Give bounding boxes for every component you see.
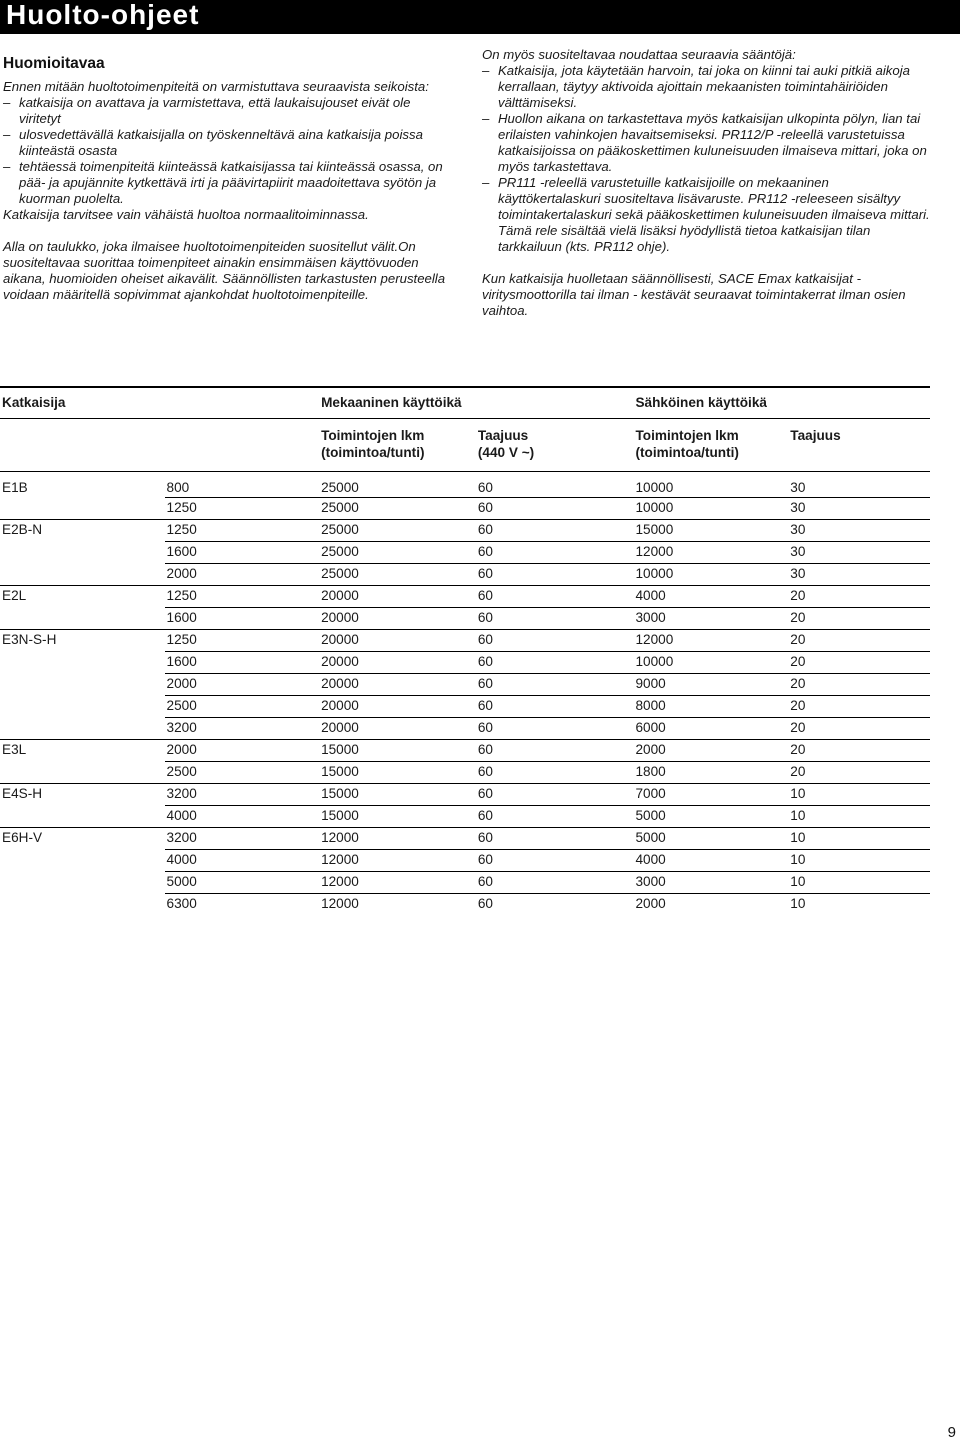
precautions-list bbox=[3, 95, 455, 207]
table-row bbox=[0, 472, 930, 498]
maintenance-note: Katkaisija tarvitsee vain vähäistä huoltoa normaalitoiminnassa. bbox=[3, 207, 369, 222]
header-el-freq: Taajuus bbox=[788, 419, 930, 472]
cell-current: 6300 bbox=[165, 894, 320, 916]
maintenance-table bbox=[0, 386, 930, 915]
cell-mech-ops: 20000 bbox=[319, 608, 476, 630]
cell-mech-freq: 60 bbox=[476, 608, 634, 630]
table-row bbox=[0, 652, 930, 674]
cell-mech-ops: 20000 bbox=[319, 696, 476, 718]
cell-mech-ops: 12000 bbox=[319, 850, 476, 872]
cell-current: 2000 bbox=[165, 740, 320, 762]
list-item: – PR111 -releellä varustetuille katkaisijoille on mekaaninen käyttökertalaskuri suositeltava lisävaruste. PR112 -releeseen sisältyy toimintakertalaskuri sekä pääkoskettimen kuluneisuuden ilmaiseva mittari. Tämä rele sisältää vielä lisäksi hyödyllistä tietoa katkaisijan tilan tarkkailuun (kts. PR112 ohje). bbox=[482, 175, 932, 255]
cell-mech-freq: 60 bbox=[476, 696, 634, 718]
cell-mech-ops: 25000 bbox=[319, 542, 476, 564]
list-item: – katkaisija on avattava ja varmistettava, että laukaisujouset eivät ole viritetyt bbox=[3, 95, 455, 127]
cell-el-ops: 8000 bbox=[633, 696, 788, 718]
header-electrical: Sähköinen käyttöikä bbox=[633, 387, 930, 419]
cell-model: E4S-H bbox=[0, 784, 165, 806]
cell-el-freq: 20 bbox=[788, 718, 930, 740]
cell-el-ops: 9000 bbox=[633, 674, 788, 696]
cell-mech-freq: 60 bbox=[477, 480, 493, 495]
cell-mech-ops: 15000 bbox=[319, 784, 476, 806]
cell-el-ops: 4000 bbox=[633, 850, 788, 872]
cell-mech-ops: 12000 bbox=[319, 872, 476, 894]
cell-el-freq: 20 bbox=[788, 696, 930, 718]
cell-mech-ops: 15000 bbox=[319, 762, 476, 784]
cell-model bbox=[0, 850, 165, 872]
cell-mech-freq: 60 bbox=[476, 740, 634, 762]
table-row bbox=[0, 806, 930, 828]
list-item: – tehtäessä toimenpiteitä kiinteässä katkaisijassa tai kiinteässä osassa, on pää- ja apujännite kytkettävä irti ja päävirtapiirit maadoitettava syötön ja kuorman puolelta. bbox=[3, 159, 455, 207]
cell-el-ops: 15000 bbox=[633, 520, 788, 542]
cell-mech-freq: 60 bbox=[476, 564, 634, 586]
intro-text: Ennen mitään huoltotoimenpiteitä on varmistuttava seuraavista seikoista: bbox=[3, 79, 429, 94]
cell-model bbox=[0, 564, 165, 586]
cell-el-ops: 3000 bbox=[633, 872, 788, 894]
cell-model bbox=[0, 696, 165, 718]
cell-el-freq: 20 bbox=[788, 608, 930, 630]
table-header-row bbox=[0, 387, 930, 419]
cell-model: E6H-V bbox=[0, 828, 165, 850]
page-title: Huolto-ohjeet bbox=[6, 0, 200, 30]
table-row bbox=[0, 740, 930, 762]
cell-el-ops: 4000 bbox=[633, 586, 788, 608]
header-mech-freq: Taajuus (440 V ~) bbox=[476, 419, 634, 472]
cell-current: 1600 bbox=[165, 608, 320, 630]
cell-mech-ops: 20000 bbox=[319, 630, 476, 652]
cell-el-freq: 10 bbox=[788, 894, 930, 916]
cell-current: 2500 bbox=[165, 696, 320, 718]
cell-current: 800 bbox=[166, 480, 190, 495]
cell-el-freq: 30 bbox=[790, 480, 806, 495]
table-row bbox=[0, 718, 930, 740]
cell-el-freq: 10 bbox=[788, 872, 930, 894]
table-row bbox=[0, 608, 930, 630]
cell-model: E2B-N bbox=[0, 520, 165, 542]
header-el-ops: Toimintojen lkm (toimintoa/tunti) bbox=[633, 419, 788, 472]
page-number: 9 bbox=[947, 1424, 956, 1441]
table-subheader-row bbox=[0, 419, 930, 472]
cell-mech-freq: 60 bbox=[476, 784, 634, 806]
cell-el-ops: 10000 bbox=[633, 564, 788, 586]
cell-el-ops: 10000 bbox=[635, 480, 674, 495]
table-row bbox=[0, 850, 930, 872]
cell-current: 2000 bbox=[165, 674, 320, 696]
cell-model bbox=[0, 542, 165, 564]
cell-current: 1250 bbox=[165, 520, 320, 542]
cell-mech-ops: 20000 bbox=[319, 586, 476, 608]
cell-current: 1600 bbox=[165, 652, 320, 674]
cell-el-freq: 10 bbox=[788, 806, 930, 828]
cell-model bbox=[0, 718, 165, 740]
cell-current: 1250 bbox=[165, 630, 320, 652]
cell-model: E1B bbox=[2, 480, 28, 495]
cell-mech-freq: 60 bbox=[476, 520, 634, 542]
cell-el-freq: 20 bbox=[788, 630, 930, 652]
cell-mech-ops: 25000 bbox=[319, 564, 476, 586]
cell-el-ops: 1800 bbox=[633, 762, 788, 784]
cell-el-freq: 30 bbox=[788, 564, 930, 586]
cell-el-freq: 10 bbox=[788, 784, 930, 806]
cell-mech-ops: 12000 bbox=[319, 828, 476, 850]
cell-model bbox=[0, 762, 165, 784]
list-item: – ulosvedettävällä katkaisijalla on työskenneltävä aina katkaisija poissa kiinteästä osasta bbox=[3, 127, 455, 159]
cell-model bbox=[0, 652, 165, 674]
cell-mech-freq: 60 bbox=[476, 498, 634, 520]
cell-el-freq: 10 bbox=[788, 828, 930, 850]
cell-el-ops: 7000 bbox=[633, 784, 788, 806]
cell-el-ops: 5000 bbox=[633, 806, 788, 828]
cell-mech-freq: 60 bbox=[476, 894, 634, 916]
left-column bbox=[3, 55, 455, 303]
cell-model bbox=[0, 674, 165, 696]
cell-mech-ops: 25000 bbox=[319, 498, 476, 520]
cell-model bbox=[0, 498, 165, 520]
cell-el-freq: 20 bbox=[788, 740, 930, 762]
table-row bbox=[0, 520, 930, 542]
cell-current: 4000 bbox=[165, 850, 320, 872]
closing-text: Kun katkaisija huolletaan säännöllisesti, SACE Emax katkaisijat - viritysmoottorilla tai ilman - kestävät seuraavat toimintakerrat ilman osien vaihtoa. bbox=[482, 271, 906, 318]
cell-mech-freq: 60 bbox=[476, 586, 634, 608]
cell-mech-freq: 60 bbox=[476, 718, 634, 740]
cell-mech-freq: 60 bbox=[476, 542, 634, 564]
cell-mech-ops: 20000 bbox=[319, 652, 476, 674]
cell-mech-ops: 20000 bbox=[319, 718, 476, 740]
cell-el-ops: 3000 bbox=[633, 608, 788, 630]
cell-el-freq: 30 bbox=[788, 542, 930, 564]
cell-el-freq: 20 bbox=[788, 674, 930, 696]
cell-current: 5000 bbox=[165, 872, 320, 894]
cell-el-freq: 20 bbox=[788, 652, 930, 674]
cell-mech-ops: 20000 bbox=[319, 674, 476, 696]
table-row bbox=[0, 498, 930, 520]
cell-el-freq: 20 bbox=[788, 586, 930, 608]
cell-el-freq: 30 bbox=[788, 520, 930, 542]
cell-mech-freq: 60 bbox=[476, 828, 634, 850]
section-heading: Huomioitavaa bbox=[3, 55, 105, 72]
cell-mech-ops: 15000 bbox=[319, 806, 476, 828]
table-intro: Alla on taulukko, joka ilmaisee huoltotoimenpiteiden suositellut välit.On suositeltavaa suorittaa toimenpiteet ainakin ensimmäisen käyttövuoden aikana, huomioiden oheiset aikavälit. Säännöllisten tarkastusten perusteella voidaan määritellä sopivimmat ajankohdat huoltotoimenpiteille. bbox=[3, 239, 446, 302]
cell-mech-freq: 60 bbox=[476, 652, 634, 674]
cell-model bbox=[0, 806, 165, 828]
cell-el-ops: 12000 bbox=[633, 630, 788, 652]
cell-mech-ops: 12000 bbox=[319, 894, 476, 916]
cell-model: E3N-S-H bbox=[0, 630, 165, 652]
cell-el-ops: 2000 bbox=[633, 740, 788, 762]
cell-el-freq: 20 bbox=[788, 762, 930, 784]
cell-el-ops: 10000 bbox=[633, 498, 788, 520]
list-item: – Katkaisija, jota käytetään harvoin, tai joka on kiinni tai auki pitkiä aikoja kerrallaan, täytyy aktivoida ajoittain mekaanisten toimintahäiriöiden välttämiseksi. bbox=[482, 63, 932, 111]
header-mech-ops: Toimintojen lkm (toimintoa/tunti) bbox=[319, 419, 476, 472]
table-row bbox=[0, 784, 930, 806]
rules-list bbox=[482, 63, 932, 255]
cell-current: 1600 bbox=[165, 542, 320, 564]
table-row bbox=[0, 542, 930, 564]
cell-el-ops: 6000 bbox=[633, 718, 788, 740]
cell-mech-ops: 25000 bbox=[319, 520, 476, 542]
cell-current: 2500 bbox=[165, 762, 320, 784]
title-bar bbox=[0, 0, 960, 34]
table-row bbox=[0, 586, 930, 608]
header-mechanical: Mekaaninen käyttöikä bbox=[319, 387, 633, 419]
cell-current: 2000 bbox=[165, 564, 320, 586]
cell-el-ops: 5000 bbox=[633, 828, 788, 850]
rules-intro: On myös suositeltavaa noudattaa seuraavia sääntöjä: bbox=[482, 47, 796, 62]
cell-mech-ops: 25000 bbox=[321, 480, 359, 495]
cell-mech-ops: 15000 bbox=[319, 740, 476, 762]
cell-current: 3200 bbox=[165, 718, 320, 740]
cell-el-freq: 30 bbox=[788, 498, 930, 520]
cell-current: 3200 bbox=[165, 784, 320, 806]
cell-model: E3L bbox=[0, 740, 165, 762]
table-row bbox=[0, 894, 930, 916]
cell-el-ops: 2000 bbox=[633, 894, 788, 916]
cell-current: 3200 bbox=[165, 828, 320, 850]
cell-mech-freq: 60 bbox=[476, 806, 634, 828]
cell-mech-freq: 60 bbox=[476, 872, 634, 894]
table-row bbox=[0, 564, 930, 586]
table-row bbox=[0, 762, 930, 784]
cell-mech-freq: 60 bbox=[476, 850, 634, 872]
cell-el-ops: 12000 bbox=[633, 542, 788, 564]
right-column bbox=[482, 47, 932, 319]
cell-el-freq: 10 bbox=[788, 850, 930, 872]
cell-mech-freq: 60 bbox=[476, 762, 634, 784]
cell-el-ops: 10000 bbox=[633, 652, 788, 674]
table-row bbox=[0, 696, 930, 718]
table-row bbox=[0, 630, 930, 652]
cell-model bbox=[0, 894, 165, 916]
list-item: – Huollon aikana on tarkastettava myös katkaisijan ulkopinta pölyn, lian tai erilaisten vahinkojen havaitsemiseksi. PR112/P -releellä varustetuissa katkaisijoissa on pääkoskettimen kuluneisuuden ilmaiseva mittari, joka on myös tarkastettava. bbox=[482, 111, 932, 175]
cell-model: E2L bbox=[0, 586, 165, 608]
header-breaker: Katkaisija bbox=[0, 387, 319, 419]
table-row bbox=[0, 674, 930, 696]
cell-current: 1250 bbox=[165, 498, 320, 520]
cell-current: 1250 bbox=[165, 586, 320, 608]
table-row bbox=[0, 872, 930, 894]
cell-mech-freq: 60 bbox=[476, 674, 634, 696]
cell-current: 4000 bbox=[165, 806, 320, 828]
cell-model bbox=[0, 872, 165, 894]
table-row bbox=[0, 828, 930, 850]
cell-model bbox=[0, 608, 165, 630]
cell-mech-freq: 60 bbox=[476, 630, 634, 652]
